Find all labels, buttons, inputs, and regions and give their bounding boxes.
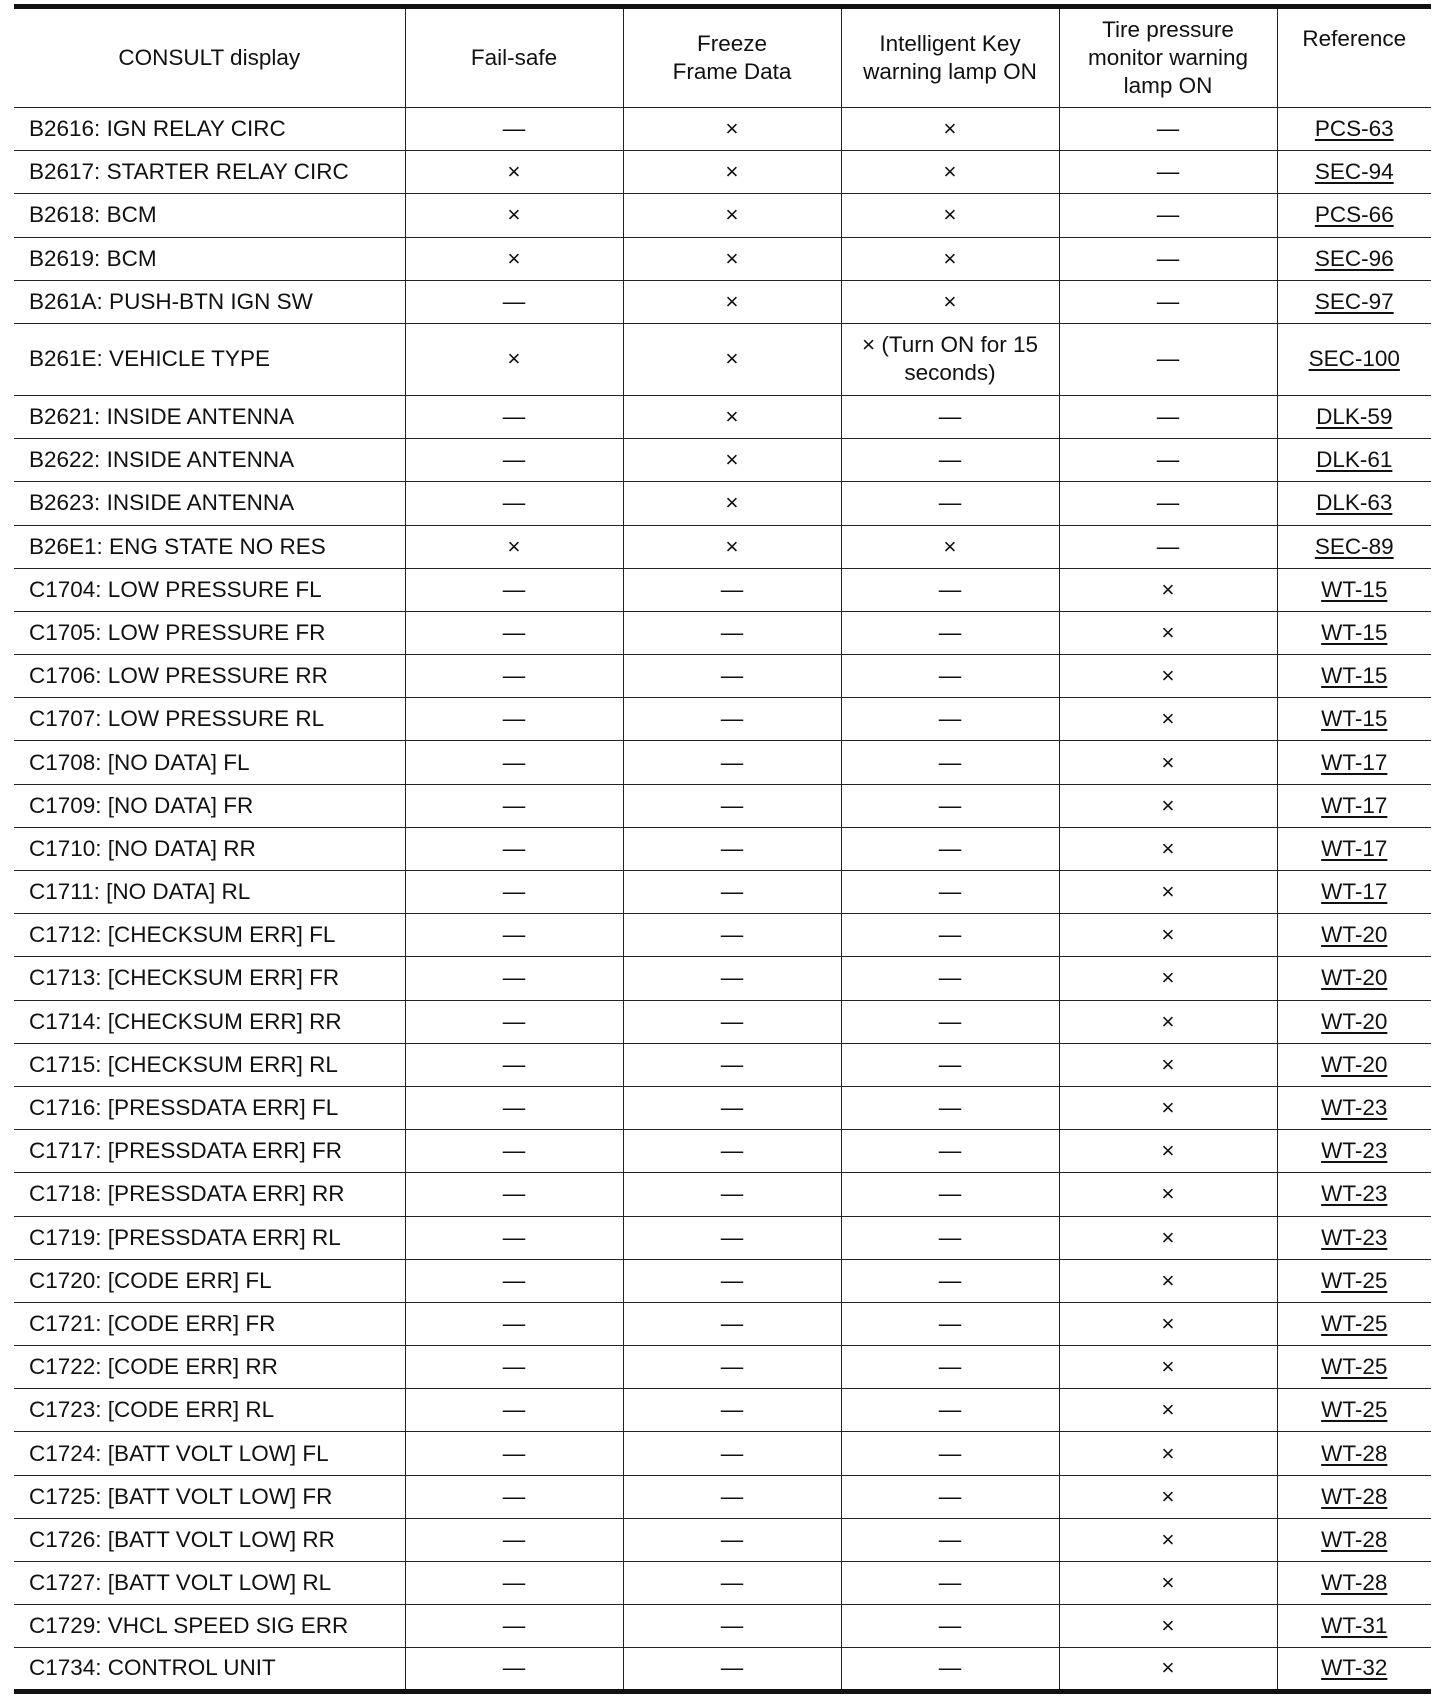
cell-fail-safe: — [405, 439, 623, 482]
cell-tpms-lamp: × [1059, 1086, 1277, 1129]
cell-fail-safe: — [405, 1432, 623, 1475]
cell-intelligent-key-lamp: — [841, 827, 1059, 870]
cell-intelligent-key-lamp: — [841, 1432, 1059, 1475]
cell-tpms-lamp: × [1059, 1346, 1277, 1389]
cell-consult-display: C1724: [BATT VOLT LOW] FL [14, 1432, 405, 1475]
cell-tpms-lamp: × [1059, 1518, 1277, 1561]
cell-freeze-frame-data: — [623, 1648, 841, 1691]
cell-intelligent-key-lamp: — [841, 1302, 1059, 1345]
cell-tpms-lamp: — [1059, 237, 1277, 280]
cell-intelligent-key-lamp: × [841, 237, 1059, 280]
table-row [14, 1173, 1431, 1216]
cell-fail-safe: — [405, 1648, 623, 1691]
cell-intelligent-key-lamp: — [841, 1130, 1059, 1173]
cell-freeze-frame-data: — [623, 827, 841, 870]
reference-link[interactable]: DLK-59 [1277, 395, 1431, 438]
cell-fail-safe: — [405, 1043, 623, 1086]
cell-intelligent-key-lamp: — [841, 439, 1059, 482]
table-row [14, 1086, 1431, 1129]
cell-tpms-lamp: × [1059, 1216, 1277, 1259]
cell-consult-display: B2621: INSIDE ANTENNA [14, 395, 405, 438]
cell-freeze-frame-data: — [623, 1259, 841, 1302]
cell-consult-display: C1704: LOW PRESSURE FL [14, 568, 405, 611]
reference-link[interactable]: SEC-94 [1277, 151, 1431, 194]
cell-freeze-frame-data: — [623, 1173, 841, 1216]
cell-freeze-frame-data: — [623, 568, 841, 611]
header-reference: Reference [1277, 7, 1431, 108]
table-row [14, 1518, 1431, 1561]
cell-intelligent-key-lamp: — [841, 655, 1059, 698]
table-row [14, 1259, 1431, 1302]
cell-fail-safe: — [405, 1130, 623, 1173]
cell-freeze-frame-data: — [623, 1475, 841, 1518]
cell-freeze-frame-data: — [623, 1302, 841, 1345]
cell-tpms-lamp: × [1059, 914, 1277, 957]
cell-tpms-lamp: × [1059, 957, 1277, 1000]
header-fail-safe: Fail-safe [405, 7, 623, 108]
cell-intelligent-key-lamp: — [841, 1518, 1059, 1561]
cell-tpms-lamp: × [1059, 1389, 1277, 1432]
cell-consult-display: B2622: INSIDE ANTENNA [14, 439, 405, 482]
table-row [14, 1346, 1431, 1389]
cell-freeze-frame-data: — [623, 1346, 841, 1389]
table-row [14, 655, 1431, 698]
reference-link[interactable]: DLK-61 [1277, 439, 1431, 482]
cell-consult-display: C1725: [BATT VOLT LOW] FR [14, 1475, 405, 1518]
table-row [14, 1000, 1431, 1043]
table-row [14, 611, 1431, 654]
cell-consult-display: C1720: [CODE ERR] FL [14, 1259, 405, 1302]
cell-freeze-frame-data: — [623, 655, 841, 698]
cell-consult-display: C1719: [PRESSDATA ERR] RL [14, 1216, 405, 1259]
table-body [14, 108, 1431, 1692]
cell-tpms-lamp: × [1059, 827, 1277, 870]
cell-fail-safe: — [405, 395, 623, 438]
cell-consult-display: C1727: [BATT VOLT LOW] RL [14, 1562, 405, 1605]
cell-freeze-frame-data: — [623, 698, 841, 741]
reference-link[interactable]: WT-17 [1277, 871, 1431, 914]
cell-consult-display: C1734: CONTROL UNIT [14, 1648, 405, 1691]
table-row [14, 741, 1431, 784]
table-row [14, 827, 1431, 870]
table-row [14, 1216, 1431, 1259]
cell-freeze-frame-data: × [623, 194, 841, 237]
cell-tpms-lamp: — [1059, 439, 1277, 482]
cell-freeze-frame-data: × [623, 237, 841, 280]
cell-consult-display: C1723: [CODE ERR] RL [14, 1389, 405, 1432]
cell-fail-safe: × [405, 323, 623, 395]
cell-fail-safe: — [405, 871, 623, 914]
cell-tpms-lamp: × [1059, 1648, 1277, 1691]
cell-fail-safe: × [405, 151, 623, 194]
cell-freeze-frame-data: — [623, 1389, 841, 1432]
cell-intelligent-key-lamp: — [841, 698, 1059, 741]
header-intelligent-key-lamp-label: Intelligent Key warning lamp ON [863, 31, 1037, 84]
cell-intelligent-key-lamp: — [841, 871, 1059, 914]
cell-tpms-lamp: — [1059, 323, 1277, 395]
table-row [14, 914, 1431, 957]
table-row [14, 1605, 1431, 1648]
cell-tpms-lamp: × [1059, 1130, 1277, 1173]
reference-link[interactable]: WT-17 [1277, 784, 1431, 827]
cell-tpms-lamp: × [1059, 1000, 1277, 1043]
cell-intelligent-key-lamp: — [841, 1216, 1059, 1259]
cell-tpms-lamp: × [1059, 568, 1277, 611]
cell-consult-display: C1729: VHCL SPEED SIG ERR [14, 1605, 405, 1648]
cell-consult-display: C1709: [NO DATA] FR [14, 784, 405, 827]
cell-consult-display: B26E1: ENG STATE NO RES [14, 525, 405, 568]
cell-consult-display: C1714: [CHECKSUM ERR] RR [14, 1000, 405, 1043]
cell-fail-safe: — [405, 1302, 623, 1345]
cell-fail-safe: — [405, 827, 623, 870]
cell-fail-safe: — [405, 1259, 623, 1302]
cell-tpms-lamp: × [1059, 784, 1277, 827]
table-row [14, 323, 1431, 395]
cell-consult-display: C1705: LOW PRESSURE FR [14, 611, 405, 654]
cell-consult-display: C1726: [BATT VOLT LOW] RR [14, 1518, 405, 1561]
table-header-row [14, 7, 1431, 108]
cell-freeze-frame-data: — [623, 1562, 841, 1605]
cell-tpms-lamp: × [1059, 1605, 1277, 1648]
cell-tpms-lamp: — [1059, 108, 1277, 151]
cell-intelligent-key-lamp: × (Turn ON for 15 seconds) [841, 323, 1059, 395]
reference-link[interactable]: WT-15 [1277, 698, 1431, 741]
reference-link[interactable]: WT-23 [1277, 1173, 1431, 1216]
cell-consult-display: B261A: PUSH-BTN IGN SW [14, 280, 405, 323]
cell-freeze-frame-data: — [623, 1216, 841, 1259]
table-row [14, 525, 1431, 568]
cell-intelligent-key-lamp: — [841, 1562, 1059, 1605]
cell-freeze-frame-data: — [623, 871, 841, 914]
cell-tpms-lamp: × [1059, 611, 1277, 654]
cell-consult-display: C1716: [PRESSDATA ERR] FL [14, 1086, 405, 1129]
cell-intelligent-key-lamp: × [841, 525, 1059, 568]
reference-link[interactable]: WT-28 [1277, 1518, 1431, 1561]
cell-fail-safe: — [405, 1389, 623, 1432]
table-row [14, 482, 1431, 525]
cell-fail-safe: — [405, 698, 623, 741]
cell-freeze-frame-data: — [623, 957, 841, 1000]
reference-link[interactable]: WT-15 [1277, 655, 1431, 698]
header-consult-display: CONSULT display [14, 7, 405, 108]
reference-link[interactable]: WT-20 [1277, 957, 1431, 1000]
cell-consult-display: C1715: [CHECKSUM ERR] RL [14, 1043, 405, 1086]
cell-tpms-lamp: × [1059, 1562, 1277, 1605]
header-freeze-frame-data [623, 7, 841, 108]
reference-link[interactable]: WT-31 [1277, 1605, 1431, 1648]
reference-link[interactable]: WT-23 [1277, 1130, 1431, 1173]
table-row [14, 194, 1431, 237]
reference-link[interactable]: WT-20 [1277, 914, 1431, 957]
cell-intelligent-key-lamp: — [841, 957, 1059, 1000]
cell-consult-display: B2618: BCM [14, 194, 405, 237]
cell-tpms-lamp: × [1059, 1043, 1277, 1086]
cell-tpms-lamp: × [1059, 698, 1277, 741]
cell-freeze-frame-data: — [623, 784, 841, 827]
cell-tpms-lamp: × [1059, 871, 1277, 914]
table-row [14, 280, 1431, 323]
cell-consult-display: C1721: [CODE ERR] FR [14, 1302, 405, 1345]
cell-freeze-frame-data: — [623, 1000, 841, 1043]
reference-link[interactable]: WT-15 [1277, 568, 1431, 611]
cell-fail-safe: — [405, 1216, 623, 1259]
cell-intelligent-key-lamp: — [841, 1475, 1059, 1518]
cell-consult-display: C1708: [NO DATA] FL [14, 741, 405, 784]
table-row [14, 698, 1431, 741]
table-row [14, 1648, 1431, 1691]
cell-intelligent-key-lamp: × [841, 151, 1059, 194]
reference-link[interactable]: WT-15 [1277, 611, 1431, 654]
cell-freeze-frame-data: — [623, 611, 841, 654]
reference-link[interactable]: WT-25 [1277, 1346, 1431, 1389]
cell-fail-safe: — [405, 482, 623, 525]
cell-intelligent-key-lamp: × [841, 108, 1059, 151]
cell-intelligent-key-lamp: — [841, 1346, 1059, 1389]
reference-link[interactable]: WT-32 [1277, 1648, 1431, 1691]
table-row [14, 1302, 1431, 1345]
cell-fail-safe: — [405, 1000, 623, 1043]
cell-intelligent-key-lamp: — [841, 1389, 1059, 1432]
cell-fail-safe: — [405, 1346, 623, 1389]
cell-fail-safe: — [405, 957, 623, 1000]
cell-fail-safe: × [405, 525, 623, 568]
cell-freeze-frame-data: — [623, 1518, 841, 1561]
cell-freeze-frame-data: × [623, 280, 841, 323]
cell-intelligent-key-lamp: — [841, 1043, 1059, 1086]
cell-freeze-frame-data: — [623, 1432, 841, 1475]
header-tpms-lamp [1059, 7, 1277, 108]
reference-link[interactable]: WT-23 [1277, 1086, 1431, 1129]
reference-link[interactable]: WT-25 [1277, 1389, 1431, 1432]
cell-intelligent-key-lamp: — [841, 568, 1059, 611]
reference-link[interactable]: WT-17 [1277, 827, 1431, 870]
cell-freeze-frame-data: — [623, 1605, 841, 1648]
cell-intelligent-key-lamp: × [841, 194, 1059, 237]
table-row [14, 1432, 1431, 1475]
cell-freeze-frame-data: × [623, 151, 841, 194]
dtc-index-table [14, 4, 1431, 1694]
reference-link[interactable]: DLK-63 [1277, 482, 1431, 525]
cell-intelligent-key-lamp: — [841, 1605, 1059, 1648]
cell-consult-display: C1711: [NO DATA] RL [14, 871, 405, 914]
table-row [14, 957, 1431, 1000]
cell-intelligent-key-lamp: — [841, 611, 1059, 654]
cell-fail-safe: — [405, 280, 623, 323]
cell-freeze-frame-data: × [623, 525, 841, 568]
reference-link[interactable]: WT-25 [1277, 1259, 1431, 1302]
reference-link[interactable]: WT-23 [1277, 1216, 1431, 1259]
cell-tpms-lamp: — [1059, 280, 1277, 323]
cell-consult-display: C1712: [CHECKSUM ERR] FL [14, 914, 405, 957]
reference-link[interactable]: WT-28 [1277, 1562, 1431, 1605]
cell-tpms-lamp: × [1059, 1302, 1277, 1345]
cell-fail-safe: — [405, 611, 623, 654]
header-intelligent-key-lamp [841, 7, 1059, 108]
cell-consult-display: B2616: IGN RELAY CIRC [14, 108, 405, 151]
cell-tpms-lamp: × [1059, 1432, 1277, 1475]
cell-intelligent-key-lamp: — [841, 1086, 1059, 1129]
cell-intelligent-key-lamp: × [841, 280, 1059, 323]
cell-intelligent-key-lamp: — [841, 741, 1059, 784]
reference-link[interactable]: PCS-66 [1277, 194, 1431, 237]
table-row [14, 1475, 1431, 1518]
reference-link[interactable]: WT-28 [1277, 1475, 1431, 1518]
cell-intelligent-key-lamp: — [841, 1173, 1059, 1216]
cell-fail-safe: — [405, 1475, 623, 1518]
cell-consult-display: C1718: [PRESSDATA ERR] RR [14, 1173, 405, 1216]
cell-consult-display: B2617: STARTER RELAY CIRC [14, 151, 405, 194]
cell-intelligent-key-lamp: — [841, 1648, 1059, 1691]
header-tpms-lamp-label: Tire pressure monitor warning lamp ON [1087, 17, 1249, 98]
cell-consult-display: C1710: [NO DATA] RR [14, 827, 405, 870]
cell-freeze-frame-data: × [623, 108, 841, 151]
cell-freeze-frame-data: — [623, 741, 841, 784]
cell-intelligent-key-lamp: — [841, 482, 1059, 525]
reference-link[interactable]: SEC-96 [1277, 237, 1431, 280]
cell-consult-display: C1713: [CHECKSUM ERR] FR [14, 957, 405, 1000]
cell-tpms-lamp: × [1059, 1173, 1277, 1216]
cell-consult-display: C1717: [PRESSDATA ERR] FR [14, 1130, 405, 1173]
cell-freeze-frame-data: × [623, 482, 841, 525]
cell-tpms-lamp: — [1059, 482, 1277, 525]
table-row [14, 151, 1431, 194]
reference-link[interactable]: SEC-97 [1277, 280, 1431, 323]
cell-fail-safe: — [405, 1518, 623, 1561]
reference-link[interactable]: WT-20 [1277, 1043, 1431, 1086]
table-row [14, 108, 1431, 151]
cell-fail-safe: × [405, 237, 623, 280]
cell-freeze-frame-data: — [623, 914, 841, 957]
cell-tpms-lamp: × [1059, 741, 1277, 784]
cell-tpms-lamp: — [1059, 151, 1277, 194]
cell-fail-safe: — [405, 1562, 623, 1605]
cell-intelligent-key-lamp: — [841, 784, 1059, 827]
table-row [14, 871, 1431, 914]
cell-fail-safe: — [405, 1173, 623, 1216]
cell-freeze-frame-data: × [623, 323, 841, 395]
reference-link[interactable]: WT-25 [1277, 1302, 1431, 1345]
table-row [14, 568, 1431, 611]
cell-fail-safe: — [405, 1605, 623, 1648]
cell-freeze-frame-data: × [623, 395, 841, 438]
cell-intelligent-key-lamp: — [841, 395, 1059, 438]
table-row [14, 1562, 1431, 1605]
cell-consult-display: B261E: VEHICLE TYPE [14, 323, 405, 395]
cell-consult-display: C1706: LOW PRESSURE RR [14, 655, 405, 698]
header-freeze-frame-data-label: Freeze Frame Data [672, 31, 792, 84]
table-row [14, 237, 1431, 280]
cell-freeze-frame-data: — [623, 1130, 841, 1173]
reference-link[interactable]: WT-17 [1277, 741, 1431, 784]
reference-link[interactable]: WT-28 [1277, 1432, 1431, 1475]
reference-link[interactable]: SEC-89 [1277, 525, 1431, 568]
cell-fail-safe: — [405, 1086, 623, 1129]
table-row [14, 1043, 1431, 1086]
reference-link[interactable]: WT-20 [1277, 1000, 1431, 1043]
table-row [14, 395, 1431, 438]
cell-consult-display: B2619: BCM [14, 237, 405, 280]
table-row [14, 1389, 1431, 1432]
reference-link[interactable]: PCS-63 [1277, 108, 1431, 151]
cell-fail-safe: — [405, 914, 623, 957]
table-row [14, 1130, 1431, 1173]
cell-fail-safe: × [405, 194, 623, 237]
cell-fail-safe: — [405, 568, 623, 611]
cell-tpms-lamp: × [1059, 655, 1277, 698]
cell-consult-display: B2623: INSIDE ANTENNA [14, 482, 405, 525]
reference-link[interactable]: SEC-100 [1277, 323, 1431, 395]
cell-intelligent-key-lamp: — [841, 1000, 1059, 1043]
cell-tpms-lamp: — [1059, 194, 1277, 237]
cell-tpms-lamp: × [1059, 1475, 1277, 1518]
cell-fail-safe: — [405, 784, 623, 827]
cell-fail-safe: — [405, 655, 623, 698]
table-row [14, 439, 1431, 482]
cell-fail-safe: — [405, 741, 623, 784]
cell-freeze-frame-data: — [623, 1043, 841, 1086]
cell-intelligent-key-lamp: — [841, 914, 1059, 957]
table-row [14, 784, 1431, 827]
cell-tpms-lamp: — [1059, 395, 1277, 438]
cell-intelligent-key-lamp: — [841, 1259, 1059, 1302]
cell-tpms-lamp: — [1059, 525, 1277, 568]
cell-consult-display: C1707: LOW PRESSURE RL [14, 698, 405, 741]
cell-fail-safe: — [405, 108, 623, 151]
cell-freeze-frame-data: × [623, 439, 841, 482]
cell-tpms-lamp: × [1059, 1259, 1277, 1302]
cell-consult-display: C1722: [CODE ERR] RR [14, 1346, 405, 1389]
cell-freeze-frame-data: — [623, 1086, 841, 1129]
